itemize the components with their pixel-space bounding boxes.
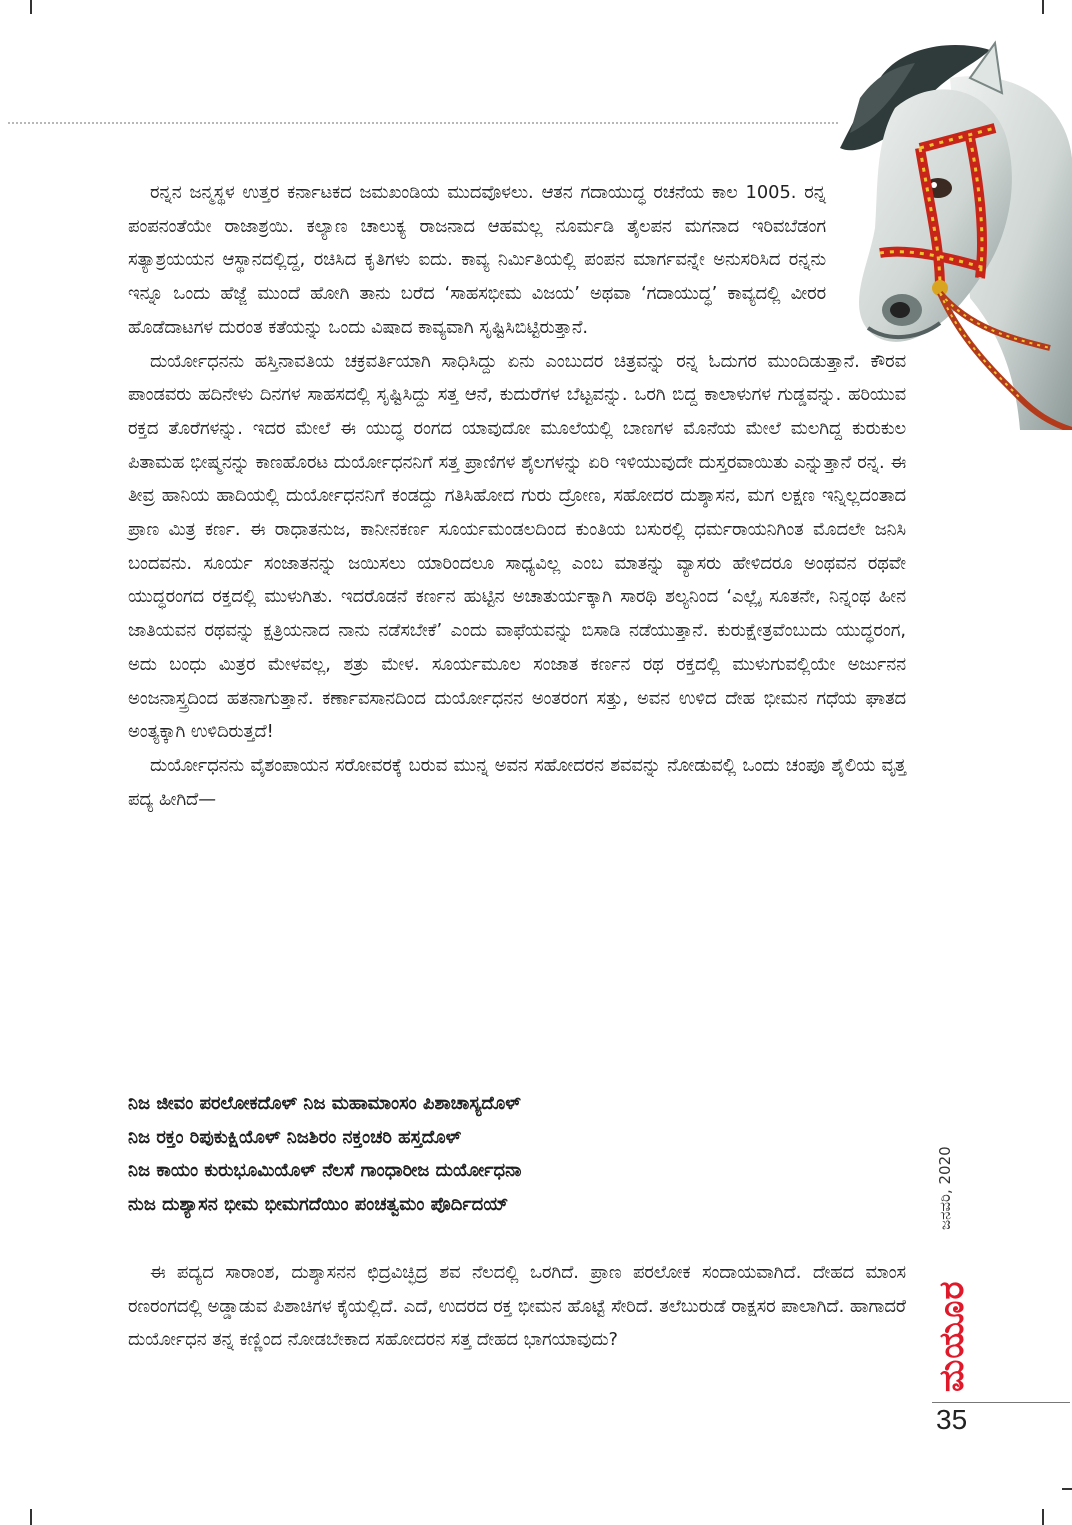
page-number: 35 bbox=[936, 1404, 968, 1435]
crop-mark-right-mid bbox=[1062, 1488, 1072, 1490]
verse-line: ನುಜ ದುಶ್ಯಾಸನ ಭೀಮ ಭೀಮಗದೆಯಿಂ ಪಂಚತ್ವಮಂ ಪೊರ್ದಿದಯ್ bbox=[128, 1193, 509, 1215]
verse-line: ನಿಜ ಜೀವಂ ಪರಲೋಕದೊಳ್ ನಿಜ ಮಹಾಮಾಂಸಂ ಪಿಶಾಚಾಸ್ಯದೊಳ್ bbox=[128, 1093, 521, 1114]
verse-line: ನಿಜ ಕಾಯಂ ಕುರುಭೂಮಿಯೊಳ್ ನೆಲಸೆ ಗಾಂಧಾರೀಜ ದುರ್ಯೋಧನಾ bbox=[128, 1160, 522, 1181]
article-body bbox=[128, 176, 906, 816]
header-dotted-rule bbox=[8, 122, 838, 124]
footer-rule bbox=[932, 1402, 1070, 1403]
article-paragraph-3: ದುರ್ಯೋಧನನು ವೈಶಂಪಾಯನ ಸರೋವರಕ್ಕೆ ಬರುವ ಮುನ್ನ ಅವನ ಸಹೋದರನ ಶವವನ್ನು ನೋಡುವಲ್ಲಿ ಒಂದು ಚಂಪೂ ಶೈಲಿಯ ವೃತ್ತ ಪದ್ಯ ಹೀಗಿದೆ— bbox=[128, 754, 906, 810]
crop-mark-top-left bbox=[30, 0, 32, 14]
article-paragraph-1: ರನ್ನನ ಜನ್ಮಸ್ಥಳ ಉತ್ತರ ಕರ್ನಾಟಕದ ಜಮಖಂಡಿಯ ಮುದವೊಳಲು. ಆತನ ಗದಾಯುದ್ಧ ರಚನೆಯ ಕಾಲ 1005. ರನ್ನ ಪಂಪನಂತೆಯೇ ರಾಜಾಶ್ರಯಿ. ಕಲ್ಯಾಣ ಚಾಲುಕ್ಯ ರಾಜನಾದ ಆಹಮಲ್ಲ ನೂರ್ಮಡಿ ತೈಲಪನ ಮಗನಾದ ಇರಿವಬೆಡಂಗ ಸತ್ಯಾಶ್ರಯಯನ ಆಸ್ಥಾನದಲ್ಲಿದ್ದ, ರಚಿಸಿದ ಕೃತಿಗಳು ಐದು. ಕಾವ್ಯ ನಿರ್ಮಿತಿಯಲ್ಲಿ ಪಂಪನ ಮಾರ್ಗವನ್ನೇ ಅನುಸರಿಸಿದ ರನ್ನನು ಇನ್ನೂ ಒಂದು ಹೆಜ್ಜೆ ಮುಂದೆ ಹೋಗಿ ತಾನು ಬರೆದ ‘ಸಾಹಸಭೀಮ ವಿಜಯ’ ಅಥವಾ ‘ಗದಾಯುದ್ಧ’ ಕಾವ್ಯದಲ್ಲಿ ವೀರರ ಹೊಡೆದಾಟಗಳ ದುರಂತ ಕತೆಯನ್ನು ಒಂದು ವಿಷಾದ ಕಾವ್ಯವಾಗಿ ಸೃಷ್ಟಿಸಿಬಿಟ್ಟಿರುತ್ತಾನೆ. bbox=[128, 182, 826, 338]
article-paragraph-2: ದುರ್ಯೋಧನನು ಹಸ್ತಿನಾವತಿಯ ಚಕ್ರವರ್ತಿಯಾಗಿ ಸಾಧಿಸಿದ್ದು ಏನು ಎಂಬುದರ ಚಿತ್ರವನ್ನು ರನ್ನ ಓದುಗರ ಮುಂದಿಡುತ್ತಾನೆ. ಕೌರವ ಪಾಂಡವರು ಹದಿನೇಳು ದಿನಗಳ ಸಾಹಸದಲ್ಲಿ ಸೃಷ್ಟಿಸಿದ್ದು ಸತ್ತ ಆನೆ, ಕುದುರೆಗಳ ಬೆಟ್ಟವನ್ನು. ಒರಗಿ ಬಿದ್ದ ಕಾಲಾಳುಗಳ ಗುಡ್ಡವನ್ನು. ಹರಿಯುವ ರಕ್ತದ ತೊರೆಗಳನ್ನು. ಇದರ ಮೇಲೆ ಈ ಯುದ್ಧ ರಂಗದ ಯಾವುದೋ ಮೂಲೆಯಲ್ಲಿ ಬಾಣಗಳ ಮೊನೆಯ ಮೇಲೆ ಮಲಗಿದ್ದ ಕುರುಕುಲ ಪಿತಾಮಹ ಭೀಷ್ಮನನ್ನು ಕಾಣಹೊರಟ ದುರ್ಯೋಧನನಿಗೆ ಸತ್ತ ಪ್ರಾಣಿಗಳ ಶೈಲಗಳನ್ನು ಏರಿ ಇಳಿಯುವುದೇ ದುಸ್ತರವಾಯಿತು ಎನ್ನುತ್ತಾನೆ ರನ್ನ. ಈ ತೀವ್ರ ಹಾನಿಯ ಹಾದಿಯಲ್ಲಿ ದುರ್ಯೋಧನನಿಗೆ ಕಂಡದ್ದು ಗತಿಸಿಹೋದ ಗುರು ದ್ರೋಣ, ಸಹೋದರ ದುಶ್ಶಾಸನ, ಮಗ ಲಕ್ಷಣ ಇನ್ನಿಲ್ಲದಂತಾದ ಪ್ರಾಣ ಮಿತ್ರ ಕರ್ಣ. ಈ ರಾಧಾತನುಜ, ಕಾನೀನಕರ್ಣ ಸೂರ್ಯಮಂಡಲದಿಂದ ಕುಂತಿಯ ಬಸುರಲ್ಲಿ ಧರ್ಮರಾಯನಿಗಿಂತ ಮೊದಲೇ ಜನಿಸಿ ಬಂದವನು. ಸೂರ್ಯ ಸಂಜಾತನನ್ನು ಜಯಿಸಲು ಯಾರಿಂದಲೂ ಸಾಧ್ಯವಿಲ್ಲ ಎಂಬ ಮಾತನ್ನು ವ್ಯಾಸರು ಹೇಳಿದರೂ ಅಂಥವನ ರಥವೇ ಯುದ್ಧರಂಗದ ರಕ್ತದಲ್ಲಿ ಮುಳುಗಿತು. ಇದರೊಡನೆ ಕರ್ಣನ ಹುಟ್ಟಿನ ಅಚಾತುರ್ಯಕ್ಕಾಗಿ ಸಾರಥಿ ಶಲ್ಯನಿಂದ ‘ಎಲ್ಲೈ ಸೂತನೇ, ನಿನ್ನಂಥ ಹೀನ ಜಾತಿಯವನ ರಥವನ್ನು ಕ್ಷತ್ರಿಯನಾದ ನಾನು ನಡೆಸಬೇಕೆ’ ಎಂದು ವಾಫೆಯವನ್ನು ಬಿಸಾಡಿ ನಡೆಯುತ್ತಾನೆ. ಕುರುಕ್ಷೇತ್ರವೆಂಬುದು ಯುದ್ಧರಂಗ, ಅದು ಬಂಧು ಮಿತ್ರರ ಮೇಳವಲ್ಲ, ಶತ್ರು ಮೇಳ. ಸೂರ್ಯಮೂಲ ಸಂಜಾತ ಕರ್ಣನ ರಥ ರಕ್ತದಲ್ಲಿ ಮುಳುಗುವಲ್ಲಿಯೇ ಅರ್ಜುನನ ಅಂಜನಾಸ್ತ್ರದಿಂದ ಹತನಾಗುತ್ತಾನೆ. ಕರ್ಣಾವಸಾನದಿಂದ ದುರ್ಯೋಧನನ ಅಂತರಂಗ ಸತ್ತು, ಅವನ ಉಳಿದ ದೇಹ ಭೀಮನ ಗಧೆಯ ಘಾತದ ಅಂತ್ಯಕ್ಕಾಗಿ ಉಳಿದಿರುತ್ತದೆ! bbox=[128, 350, 906, 743]
verse-line: ನಿಜ ರಕ್ತಂ ರಿಪುಕುಕ್ಷಿಯೊಳ್ ನಿಜಶಿರಂ ನಕ್ತಂಚರಿ ಹಸ್ತದೊಳ್ bbox=[128, 1126, 462, 1148]
magazine-brand: ಮಯೂರ bbox=[932, 1280, 972, 1392]
crop-mark-bottom-left bbox=[30, 1509, 32, 1525]
crop-mark-bottom-right bbox=[1042, 1509, 1044, 1525]
summary-block bbox=[128, 1256, 906, 1357]
issue-date: ಜನವರಿ, 2020 bbox=[936, 1146, 954, 1230]
summary-paragraph: ಈ ಪದ್ಯದ ಸಾರಾಂಶ, ದುಶ್ಶಾಸನನ ಛಿದ್ರವಿಚ್ಛಿದ್ರ ಶವ ನೆಲದಲ್ಲಿ ಒರಗಿದೆ. ಪ್ರಾಣ ಪರಲೋಕ ಸಂದಾಯವಾಗಿದೆ. ದೇಹದ ಮಾಂಸ ರಣರಂಗದಲ್ಲಿ ಅಡ್ಡಾಡುವ ಪಿಶಾಚಿಗಳ ಕೈಯಲ್ಲಿದೆ. ಎದೆ, ಉದರದ ರಕ್ತ ಭೀಮನ ಹೊಟ್ಟೆ ಸೇರಿದೆ. ತಲೆಬುರುಡೆ ರಾಕ್ಷಸರ ಪಾಲಾಗಿದೆ. ಹಾಗಾದರೆ ದುರ್ಯೋಧನ ತನ್ನ ಕಣ್ಣಿಂದ ನೋಡಬೇಕಾದ ಸಹೋದರನ ಸತ್ತ ದೇಹದ ಭಾಗಯಾವುದು? bbox=[128, 1262, 906, 1351]
verse-block bbox=[128, 1087, 888, 1221]
crop-mark-top-right bbox=[1042, 0, 1044, 14]
